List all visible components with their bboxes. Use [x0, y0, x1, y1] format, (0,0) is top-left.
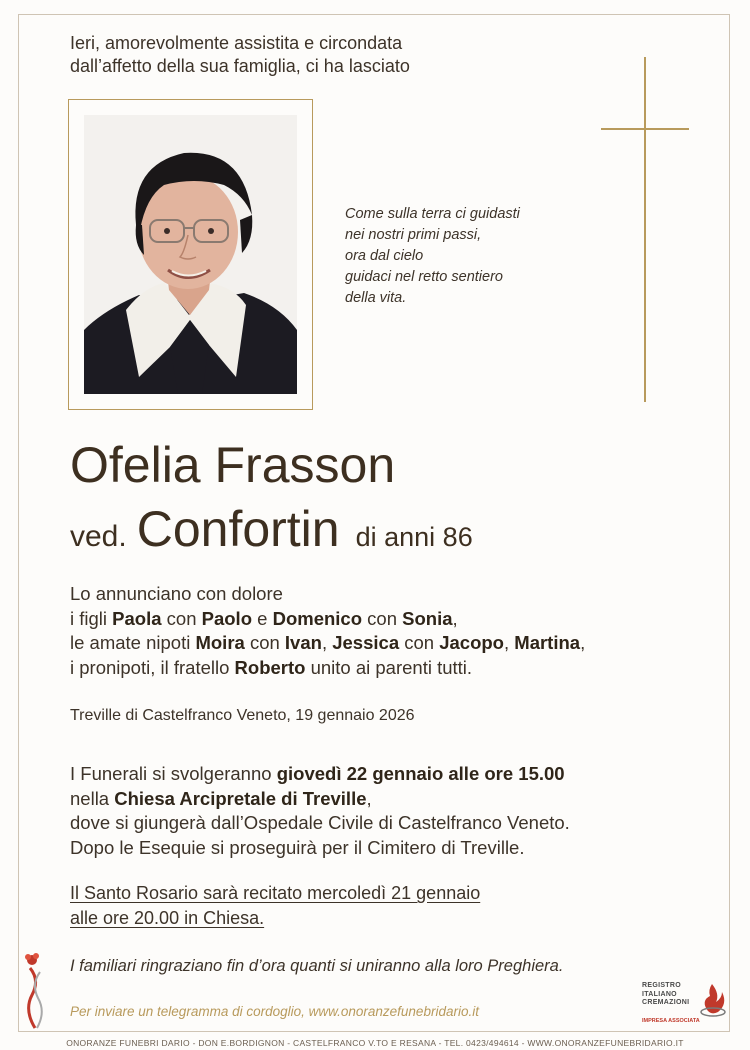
- poem-line: della vita.: [345, 290, 407, 306]
- funeral-line-4: Dopo le Esequie si proseguirà per il Cimitero di Treville.: [70, 836, 525, 858]
- photo-frame: [68, 99, 313, 410]
- text: con: [244, 632, 285, 653]
- text: con: [362, 607, 403, 629]
- registro-subtitle: IMPRESA ASSOCIATA: [642, 1018, 700, 1024]
- registro-logo: [640, 980, 728, 1028]
- text: le amate nipoti: [70, 632, 196, 653]
- announce-line-2: [70, 607, 710, 632]
- telegram-link[interactable]: Per inviare un telegramma di cordoglio, www.onoranzefunebridario.it: [70, 1004, 479, 1019]
- intro-line-1: Ieri, amorevolmente assistita e circondata: [70, 33, 403, 53]
- registro-line: ITALIANO: [642, 990, 677, 998]
- thanks-text: I familiari ringraziano fin d’ora quanti si uniranno alla loro Preghiera.: [70, 957, 564, 975]
- intro-line-2: dall’affetto della sua famiglia, ci ha lasciato: [70, 56, 410, 76]
- portrait-illustration-icon: [84, 115, 297, 394]
- ribbon-flower-icon: [22, 950, 48, 1030]
- text: Il Santo Rosario sarà recitato mercoledì 21 gennaio: [70, 883, 481, 903]
- age: di anni 86: [355, 522, 473, 552]
- funeral-line-3: dove si giungerà dall’Ospedale Civile di Castelfranco Veneto.: [70, 812, 570, 833]
- flame-icon: [698, 982, 728, 1018]
- registro-line: REGISTRO: [642, 982, 681, 989]
- text: con: [399, 632, 440, 653]
- deceased-name: Ofelia Frasson: [70, 437, 396, 493]
- funeral-datetime: giovedì 22 gennaio alle ore 15.00: [276, 763, 565, 784]
- funeral-line-2: [70, 787, 710, 812]
- relative-name: Martina: [514, 632, 581, 653]
- text: alle ore 20.00 in Chiesa.: [70, 907, 265, 928]
- relative-name: Paola: [112, 607, 162, 629]
- cross-vertical: [644, 57, 646, 402]
- church-name: Chiesa Arcipretale di Treville: [114, 787, 367, 809]
- footer-text: ONORANZE FUNEBRI DARIO - DON E.BORDIGNON - CASTELFRANCO V.TO E RESANA - TEL. 0423/494614 - WWW.ONORANZEFUNEBRIDARIO.IT: [66, 1038, 684, 1048]
- poem-line: Come sulla terra ci guidasti: [345, 206, 520, 222]
- announce-line-3: [70, 631, 710, 656]
- text: nella: [70, 787, 115, 809]
- text: ,: [366, 787, 372, 809]
- text: i pronipoti, il fratello: [70, 656, 235, 678]
- text: ,: [504, 632, 515, 653]
- relative-name: Roberto: [234, 656, 306, 678]
- registro-line: CREMAZIONI: [642, 999, 690, 1006]
- rosary-info: [70, 881, 570, 930]
- relative-name: Moira: [195, 632, 245, 653]
- relative-name: Ivan: [284, 632, 322, 653]
- relative-name: Paolo: [201, 607, 252, 629]
- poem: [345, 204, 585, 309]
- portrait-photo: [84, 115, 297, 394]
- relative-name: Domenico: [272, 607, 363, 629]
- registro-text: [642, 982, 689, 1008]
- cross-horizontal: [601, 128, 689, 130]
- funeral-info: [70, 762, 710, 860]
- poem-line: ora dal cielo: [345, 248, 424, 264]
- intro-text: [70, 32, 570, 78]
- relative-name: Sonia: [402, 607, 453, 629]
- relative-name: Jacopo: [439, 632, 504, 653]
- text: ,: [452, 607, 458, 629]
- text: unito ai parenti tutti.: [305, 656, 473, 678]
- announce-line-4: [70, 656, 710, 681]
- poem-line: guidaci nel retto sentiero: [345, 269, 503, 285]
- widow-prefix: ved.: [70, 520, 127, 553]
- poem-line: nei nostri primi passi,: [345, 227, 482, 243]
- text: i figli: [70, 607, 113, 629]
- rosary-line-1: [70, 881, 570, 906]
- text: e: [252, 607, 273, 629]
- deceased-married-name: [70, 500, 473, 558]
- text: ,: [321, 632, 333, 653]
- relative-name: Jessica: [332, 632, 400, 653]
- text: ,: [580, 632, 586, 653]
- married-surname: Confortin: [136, 501, 340, 557]
- announce-line-1: Lo annunciano con dolore: [70, 583, 283, 604]
- rosary-line-2: [70, 906, 570, 931]
- funeral-line-1: [70, 762, 710, 787]
- text: I Funerali si svolgeranno: [70, 763, 277, 784]
- announcement: [70, 582, 710, 680]
- place-date: Treville di Castelfranco Veneto, 19 gennaio 2026: [70, 707, 415, 724]
- text: con: [161, 607, 202, 629]
